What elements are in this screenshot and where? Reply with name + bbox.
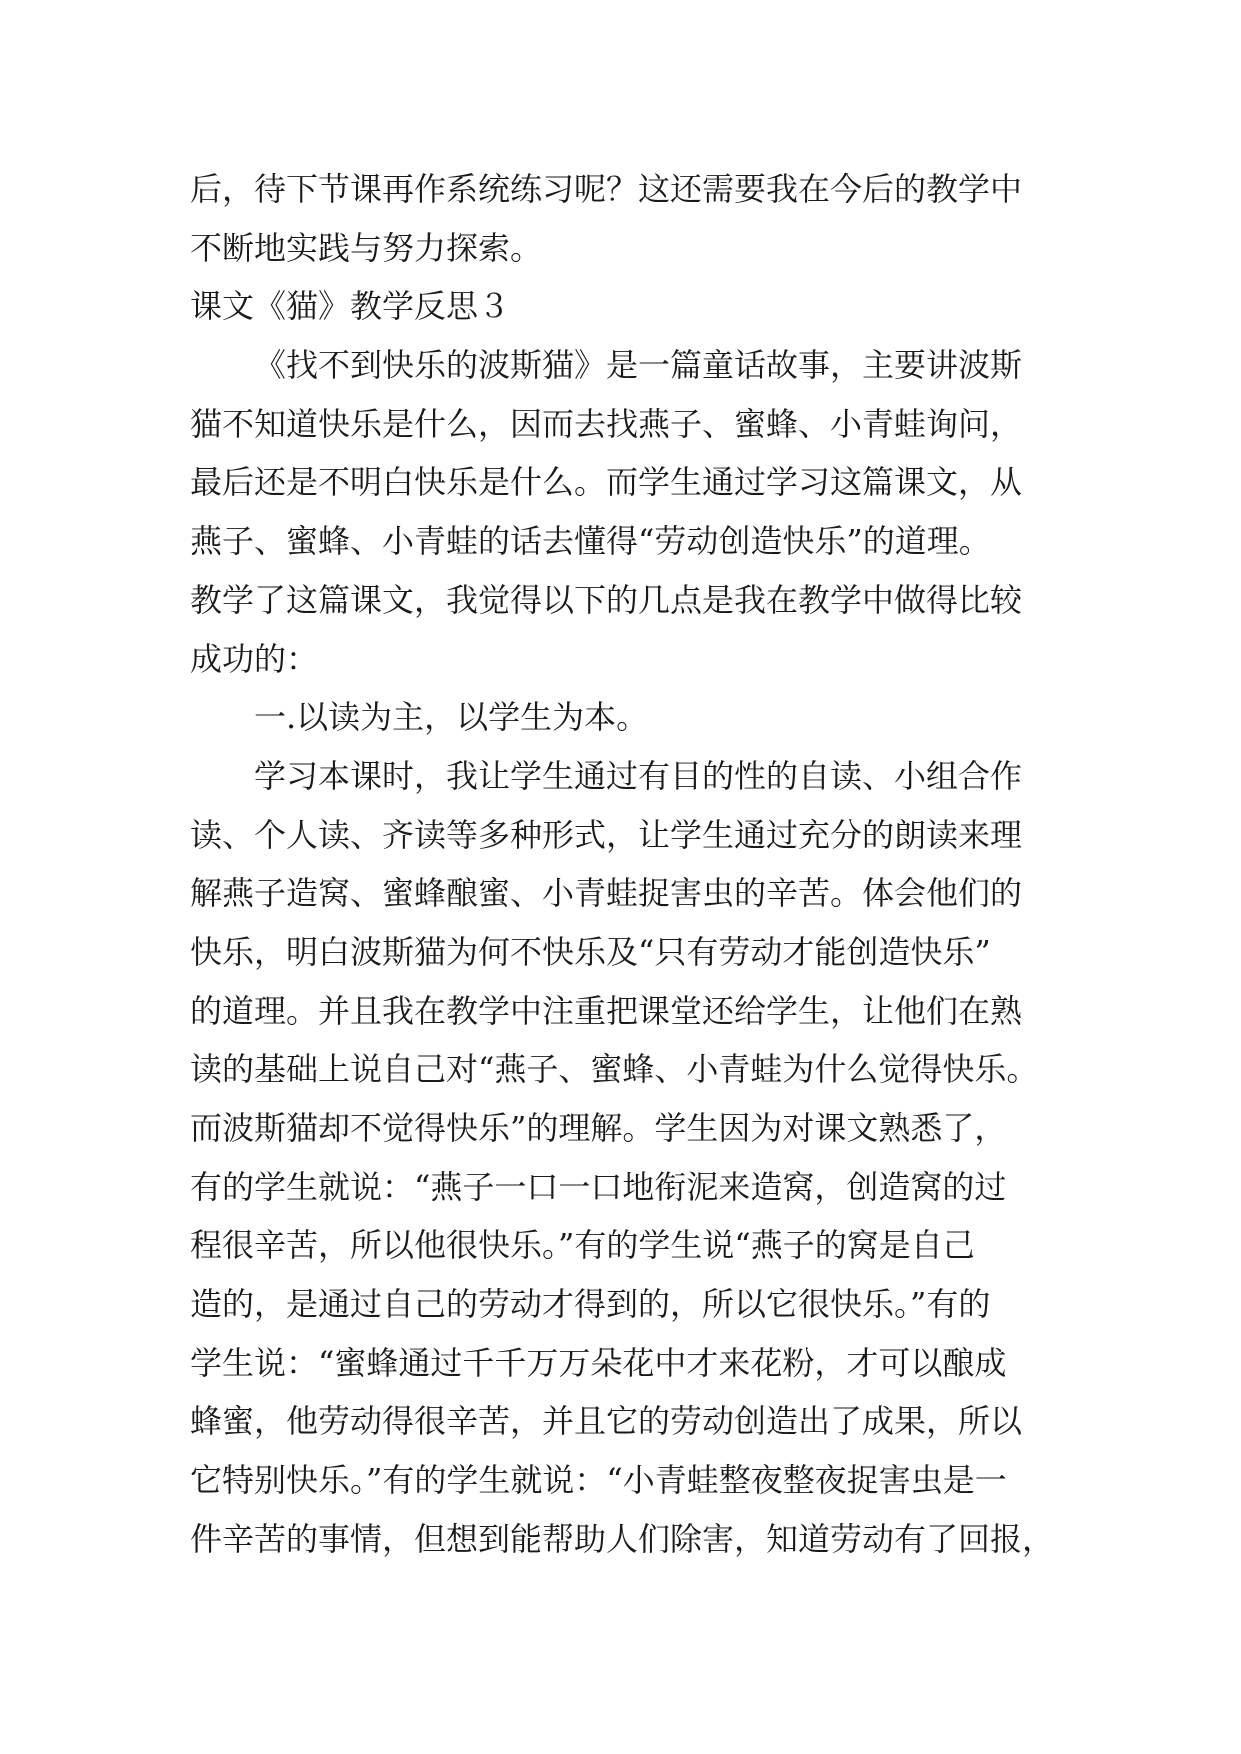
text-line: 解燕子造窝、蜜蜂酿蜜、小青蛙捉害虫的辛苦。体会他们的	[190, 874, 1023, 913]
text-line: 而波斯猫却不觉得快乐”的理解。学生因为对课文熟悉了，	[190, 1109, 1007, 1147]
text-line: 造的，是通过自己的劳动才得到的，所以它很快乐。”有的	[190, 1285, 991, 1324]
text-line: 件辛苦的事情，但想到能帮助人们除害，知道劳动有了回报，	[190, 1519, 1055, 1558]
text-line: 燕子、蜜蜂、小青蛙的话去懂得“劳动创造快乐”的道理。	[190, 522, 991, 561]
text-line: 有的学生就说：“燕子一口一口地衔泥来造窝，创造窝的过	[190, 1167, 1007, 1206]
section-heading: 课文《猫》教学反思３	[190, 287, 511, 326]
text-line: 学生说：“蜜蜂通过千千万万朵花中才来花粉，才可以酿成	[190, 1343, 1007, 1382]
text-line: 后，待下节课再作系统练习呢？这还需要我在今后的教学中	[190, 170, 1023, 208]
text-line: 读的基础上说自己对“燕子、蜜蜂、小青蛙为什么觉得快乐。	[190, 1050, 1039, 1089]
text-line: 最后还是不明白快乐是什么。而学生通过学习这篇课文，从	[190, 463, 1023, 502]
paragraph-first-line: 《找不到快乐的波斯猫》是一篇童话故事，主要讲波斯	[254, 346, 1023, 385]
text-line: 的道理。并且我在教学中注重把课堂还给学生，让他们在熟	[190, 991, 1023, 1030]
text-line: 教学了这篇课文，我觉得以下的几点是我在教学中做得比较	[190, 580, 1023, 619]
text-line: 读、个人读、齐读等多种形式，让学生通过充分的朗读来理	[190, 815, 1023, 854]
text-line: 它特别快乐。”有的学生就说：“小青蛙整夜整夜捉害虫是一	[190, 1461, 1007, 1500]
text-line: 蜂蜜，他劳动得很辛苦，并且它的劳动创造出了成果，所以	[190, 1402, 1023, 1441]
list-item-heading: 一.以读为主，以学生为本。	[254, 698, 649, 737]
document-page	[190, 160, 1055, 1569]
paragraph-first-line: 学习本课时，我让学生通过有目的性的自读、小组合作	[254, 756, 1023, 795]
text-line: 猫不知道快乐是什么，因而去找燕子、蜜蜂、小青蛙询问，	[190, 404, 1023, 443]
text-line: 程很辛苦，所以他很快乐。”有的学生说“燕子的窝是自己	[190, 1226, 975, 1265]
text-line: 快乐，明白波斯猫为何不快乐及“只有劳动才能创造快乐”	[190, 932, 991, 971]
text-line: 不断地实践与努力探索。	[190, 228, 543, 267]
text-line: 成功的：	[190, 639, 319, 678]
